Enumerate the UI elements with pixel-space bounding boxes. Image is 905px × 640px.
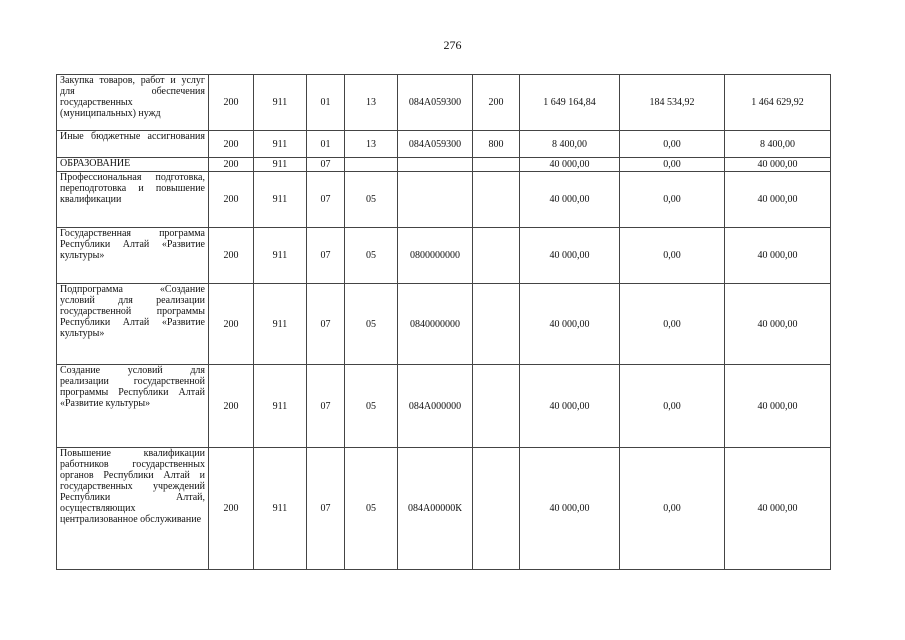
remaining-cell: 40 000,00 — [725, 158, 831, 172]
ministry-code-cell: 911 — [254, 172, 307, 228]
admin-code-cell: 200 — [209, 131, 254, 158]
admin-code-cell: 200 — [209, 75, 254, 131]
table-row — [57, 228, 831, 284]
subsection-cell: 05 — [345, 448, 398, 570]
admin-code-cell: 200 — [209, 284, 254, 365]
subsection-cell: 05 — [345, 172, 398, 228]
row-name-cell: Подпрограмма «Создание условий для реализации государственной программы Республики Алтай «Развитие культуры» — [57, 284, 209, 365]
remaining-cell: 1 464 629,92 — [725, 75, 831, 131]
table-row — [57, 131, 831, 158]
section-cell: 01 — [307, 131, 345, 158]
remaining-cell: 40 000,00 — [725, 228, 831, 284]
executed-cell: 0,00 — [620, 172, 725, 228]
table-row — [57, 158, 831, 172]
target-article-cell: 0840000000 — [398, 284, 473, 365]
amount-cell: 1 649 164,84 — [520, 75, 620, 131]
amount-cell: 40 000,00 — [520, 228, 620, 284]
remaining-cell: 40 000,00 — [725, 365, 831, 448]
target-article-cell: 084А00000К — [398, 448, 473, 570]
row-name-cell: Иные бюджетные ассигнования — [57, 131, 209, 158]
row-name-cell: Повышение квалификации работников государственных органов Республики Алтай и государственных учреждений Республики Алтай, осуществляющих централизованное обслуживание — [57, 448, 209, 570]
amount-cell: 40 000,00 — [520, 158, 620, 172]
remaining-cell: 40 000,00 — [725, 172, 831, 228]
subsection-cell: 05 — [345, 228, 398, 284]
ministry-code-cell: 911 — [254, 448, 307, 570]
expense-type-cell: 800 — [473, 131, 520, 158]
executed-cell: 0,00 — [620, 284, 725, 365]
executed-cell: 0,00 — [620, 365, 725, 448]
executed-cell: 0,00 — [620, 158, 725, 172]
target-article-cell: 084А059300 — [398, 75, 473, 131]
section-cell: 01 — [307, 75, 345, 131]
section-cell: 07 — [307, 158, 345, 172]
ministry-code-cell: 911 — [254, 158, 307, 172]
table-row — [57, 75, 831, 131]
amount-cell: 40 000,00 — [520, 365, 620, 448]
ministry-code-cell: 911 — [254, 75, 307, 131]
remaining-cell: 40 000,00 — [725, 448, 831, 570]
row-name-cell: Государственная программа Республики Алтай «Развитие культуры» — [57, 228, 209, 284]
row-name-cell: Профессиональная подготовка, переподготовка и повышение квалификации — [57, 172, 209, 228]
executed-cell: 184 534,92 — [620, 75, 725, 131]
admin-code-cell: 200 — [209, 448, 254, 570]
admin-code-cell: 200 — [209, 158, 254, 172]
ministry-code-cell: 911 — [254, 131, 307, 158]
executed-cell: 0,00 — [620, 228, 725, 284]
expense-type-cell — [473, 448, 520, 570]
target-article-cell: 084А059300 — [398, 131, 473, 158]
row-name-cell: ОБРАЗОВАНИЕ — [57, 158, 209, 172]
amount-cell: 40 000,00 — [520, 172, 620, 228]
table-row — [57, 172, 831, 228]
target-article-cell — [398, 172, 473, 228]
ministry-code-cell: 911 — [254, 365, 307, 448]
amount-cell: 40 000,00 — [520, 284, 620, 365]
section-cell: 07 — [307, 284, 345, 365]
subsection-cell: 05 — [345, 365, 398, 448]
ministry-code-cell: 911 — [254, 228, 307, 284]
subsection-cell: 05 — [345, 284, 398, 365]
target-article-cell — [398, 158, 473, 172]
subsection-cell — [345, 158, 398, 172]
expense-type-cell — [473, 172, 520, 228]
admin-code-cell: 200 — [209, 228, 254, 284]
budget-table — [56, 74, 831, 570]
executed-cell: 0,00 — [620, 448, 725, 570]
admin-code-cell: 200 — [209, 365, 254, 448]
subsection-cell: 13 — [345, 75, 398, 131]
section-cell: 07 — [307, 365, 345, 448]
row-name-cell: Создание условий для реализации государственной программы Республики Алтай «Развитие культуры» — [57, 365, 209, 448]
expense-type-cell — [473, 284, 520, 365]
ministry-code-cell: 911 — [254, 284, 307, 365]
expense-type-cell — [473, 228, 520, 284]
expense-type-cell — [473, 158, 520, 172]
section-cell: 07 — [307, 448, 345, 570]
amount-cell: 8 400,00 — [520, 131, 620, 158]
table-row — [57, 365, 831, 448]
section-cell: 07 — [307, 228, 345, 284]
target-article-cell: 084А000000 — [398, 365, 473, 448]
table-row — [57, 284, 831, 365]
page-number: 276 — [443, 38, 462, 52]
row-name-cell: Закупка товаров, работ и услуг для обеспечения государственных (муниципальных) нужд — [57, 75, 209, 131]
executed-cell: 0,00 — [620, 131, 725, 158]
admin-code-cell: 200 — [209, 172, 254, 228]
expense-type-cell: 200 — [473, 75, 520, 131]
section-cell: 07 — [307, 172, 345, 228]
expense-type-cell — [473, 365, 520, 448]
remaining-cell: 40 000,00 — [725, 284, 831, 365]
subsection-cell: 13 — [345, 131, 398, 158]
amount-cell: 40 000,00 — [520, 448, 620, 570]
table-row — [57, 448, 831, 570]
target-article-cell: 0800000000 — [398, 228, 473, 284]
remaining-cell: 8 400,00 — [725, 131, 831, 158]
